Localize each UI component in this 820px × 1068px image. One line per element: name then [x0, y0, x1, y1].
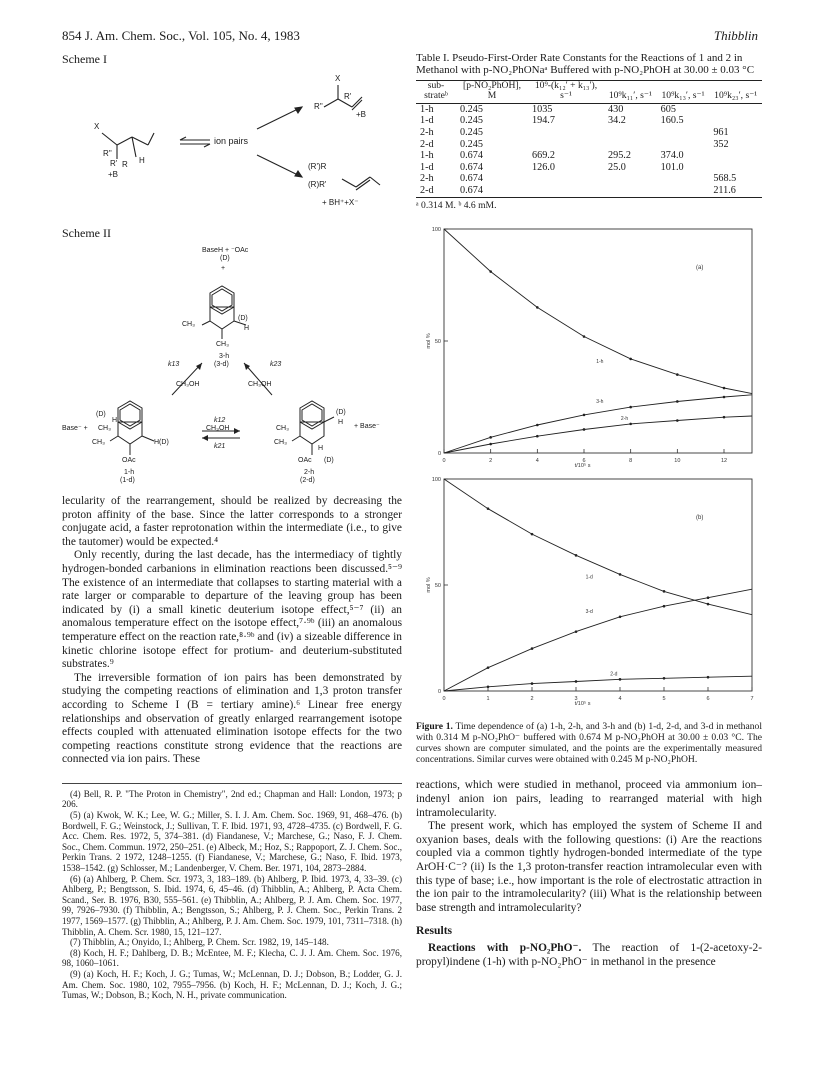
- table-cell: [528, 185, 604, 197]
- x-axis-label: t/10⁵ s: [574, 700, 591, 707]
- scheme-2-left-oac: OAc: [122, 457, 136, 464]
- scheme-2-top-reagent: BaseH + ⁻OAc: [202, 247, 249, 254]
- scheme-2-right-ch3b: CH₃: [274, 439, 287, 446]
- x-tick-label: 4: [618, 695, 622, 702]
- scheme-2-left-ch3b: CH₃: [92, 439, 105, 446]
- series-line-2-d: [444, 676, 752, 691]
- scheme-2-k13: k13: [168, 361, 180, 368]
- scheme-2-base-left: Base⁻ +: [62, 425, 88, 432]
- reference-item: (4) Bell, R. P. "The Proton in Chemistry", 2nd ed.; Chapman and Hall: London, 1973; p 206.: [62, 788, 402, 810]
- table-cell: [709, 150, 762, 162]
- scheme-2-left-d: (D): [96, 411, 106, 418]
- series-line-1-d: [444, 479, 752, 615]
- table-row: [416, 115, 762, 127]
- table-cell: 1-d: [420, 161, 434, 173]
- figure-1: [416, 223, 762, 715]
- table-row: [416, 162, 762, 174]
- x-tick-label: 8: [629, 457, 633, 464]
- series-line-3-d: [444, 589, 752, 691]
- data-point: [487, 507, 490, 510]
- scheme-2-plus: +: [221, 265, 226, 272]
- table-cell: 25.0: [608, 161, 626, 173]
- table-row: [416, 150, 762, 162]
- right-column: [416, 52, 762, 969]
- data-point: [619, 615, 622, 618]
- scheme-2-mid-id2: (3-d): [214, 361, 229, 368]
- scheme-2-right-oac: OAc: [298, 457, 312, 464]
- paragraph: The reaction of 1-(2-acetoxy-2-propyl)indene (1-h) with p-NO₂PhO⁻ in methanol in the presence: [416, 941, 762, 968]
- data-point: [575, 554, 578, 557]
- data-point: [663, 590, 666, 593]
- table-cell: 0.674: [460, 173, 483, 185]
- table-cell: 0.245: [460, 115, 483, 127]
- x-tick-label: 1: [486, 695, 490, 702]
- data-point: [676, 373, 679, 376]
- table-row: [416, 173, 762, 185]
- table-cell: 0.674: [456, 185, 528, 197]
- data-point: [536, 306, 539, 309]
- paragraph: reactions, which were studied in methanol, proceed via ammonium ion–indenyl anion ion pairs, leading to rearranged material with high intramolecularity.: [416, 779, 762, 819]
- y-axis-label: mol %: [426, 332, 432, 349]
- table-cell: [657, 185, 710, 197]
- table-cell: 160.5: [660, 115, 684, 127]
- reference-item: (8) Koch, H. F.; Dahlberg, D. B.; McEntee, M. F.; Klecha, C. J. J. Am. Chem. Soc. 1976, 98, 1060–1061.: [62, 947, 402, 969]
- running-header: 854 J. Am. Chem. Soc., Vol. 105, No. 4, 1983: [62, 28, 300, 43]
- scheme-1-left-r1: R'': [103, 149, 112, 158]
- data-point: [629, 405, 632, 408]
- x-tick-label: 2: [530, 695, 534, 702]
- table-cell: 374.0: [660, 150, 684, 162]
- data-point: [663, 677, 666, 680]
- table-cell: 2-h: [420, 173, 434, 185]
- table-cell: 126.0: [532, 161, 555, 173]
- data-point: [487, 666, 490, 669]
- scheme-1-left-r2: R': [110, 159, 118, 168]
- x-tick-label: 2: [489, 457, 493, 464]
- references: [62, 783, 402, 1001]
- scheme-1-left-x: X: [94, 122, 100, 131]
- scheme-2-base-right: + Base⁻: [354, 423, 380, 430]
- series-label: 3-h: [596, 398, 604, 405]
- y-tick-label: 50: [434, 582, 441, 589]
- left-body-text: [62, 495, 402, 767]
- scheme-1-diagram: [62, 71, 402, 226]
- data-point: [531, 532, 534, 535]
- table-cell: [709, 162, 762, 174]
- table-cell: 0.245: [460, 103, 483, 115]
- scheme-2-ch3oh-left: CH₃OH: [176, 381, 200, 388]
- table-cell: 352: [713, 138, 729, 150]
- y-tick-label: 0: [437, 450, 441, 457]
- data-point: [707, 596, 710, 599]
- scheme-2-diagram: [62, 245, 402, 495]
- table-cell: 1-h: [420, 103, 434, 115]
- table-cell: 211.6: [709, 185, 762, 197]
- table-cell: 34.2: [608, 115, 626, 127]
- scheme-1-top-r1: R'': [314, 102, 323, 111]
- table-cell: 605: [660, 103, 676, 115]
- table-cell: 295.2: [608, 150, 631, 162]
- data-point: [629, 357, 632, 360]
- table-cell: 1-h: [420, 150, 434, 162]
- left-column: [62, 52, 402, 1001]
- series-label: 2-d: [610, 670, 618, 677]
- data-point: [536, 423, 539, 426]
- scheme-2-right-id2: (2-d): [300, 477, 315, 484]
- table-cell: [528, 139, 604, 151]
- table-row: [416, 127, 762, 139]
- table-cell: 430: [608, 103, 624, 115]
- panel-label: (b): [696, 514, 704, 521]
- table-cell: [528, 173, 604, 185]
- series-label: 1-h: [596, 358, 604, 365]
- author-header: Thibblin: [713, 28, 758, 43]
- data-point: [619, 573, 622, 576]
- table-caption: Table I. Pseudo-First-Order Rate Constants for the Reactions of 1 and 2 in Methanol with p-NO₂PhONaᵃ Buffered with p-NO₂PhOH at 30.00 ± 0.03 °C: [416, 52, 755, 77]
- data-point: [707, 675, 710, 678]
- scheme-2-left-hd: H(D): [154, 439, 169, 446]
- table-cell: 101.0: [660, 161, 684, 173]
- scheme-2-right-h2: H: [318, 445, 324, 452]
- table-cell: 1-d: [420, 115, 434, 127]
- right-body-text: [416, 779, 762, 969]
- scheme-2-right-d: (D): [336, 409, 346, 416]
- scheme-2-k21: k21: [214, 443, 226, 450]
- data-point: [531, 647, 534, 650]
- data-point: [489, 442, 492, 445]
- data-point: [629, 422, 632, 425]
- scheme-2-top-d: (D): [220, 255, 230, 262]
- table-row: [416, 103, 762, 115]
- x-tick-label: 4: [535, 457, 539, 464]
- y-tick-label: 50: [434, 338, 441, 345]
- table-cell: [709, 115, 762, 127]
- scheme-2-ch3oh-right: CH₃OH: [248, 381, 272, 388]
- data-point: [723, 386, 726, 389]
- table-cell: 2-d: [416, 185, 456, 197]
- scheme-2-right-ch3a: CH₃: [276, 425, 289, 432]
- table-cell: 669.2: [532, 150, 555, 162]
- table-header: [p-NO₂PhOH], M: [456, 80, 528, 103]
- scheme-2-left-id1: 1-h: [124, 469, 135, 476]
- data-point: [575, 680, 578, 683]
- scheme-2-mid-d: (D): [238, 315, 248, 322]
- series-line-2-h: [444, 416, 752, 453]
- table-header: 10⁹-(k₁₂′ + k₁₃′), s⁻¹: [528, 80, 604, 103]
- table-cell: [657, 139, 710, 151]
- plot-frame: [444, 229, 752, 453]
- scheme-2-drawing: [62, 245, 402, 495]
- scheme-2-k12: k12: [214, 417, 226, 424]
- scheme-1-top-x: X: [335, 74, 341, 83]
- series-label: 1-d: [585, 573, 593, 580]
- data-point: [583, 335, 586, 338]
- series-label: 3-d: [585, 608, 593, 615]
- data-point: [575, 630, 578, 633]
- table-cell: [604, 173, 657, 185]
- scheme-2-mid-ch3: CH₃: [182, 321, 195, 328]
- data-point: [663, 604, 666, 607]
- figure-caption-text: Time dependence of (a) 1-h, 2-h, and 3-h and (b) 1-d, 2-d, and 3-d in methanol with 0.314 M p-NO₂PhO⁻ buffered with 0.674 M p-NO₂PhOH at 30.00 ± 0.03 °C. The curves shown are computer simulated, and the points are the experimentally measured concentrations. Similar curves were obtained with 0.245 M p-NO₂PhOH.: [416, 720, 762, 766]
- table-row: [416, 185, 762, 197]
- scheme-1-left-h: H: [139, 156, 145, 165]
- table-cell: [657, 173, 710, 185]
- reference-item: (5) (a) Kwok, W. K.; Lee, W. G.; Miller, S. I. J. Am. Chem. Soc. 1969, 91, 468–476. (b) Bordwell, F. G.; Weinstock, J.; Sullivan, T. F. Ibid. 1971, 93, 4728–4735. (c) Bordwell, F. G. Acc. Chem. Res. 1972, 5, 374–381. (d) Fiandanese, V.; Marchese, G.; Naso, F. J. Chem. Soc., Chem. Commun. 1972, 250–251. (e) Albeck, M.; Hoz, S.; Rappoport, Z. J. Chem. Soc., Perkin Trans. 2 1972, 1248–1255. (f) Fiandanese, V.; Marchese, G.; Naso, F. Ibid. 1973, 1538–1542. (g) Schlosser, M.; Landenberger, V. Chem. Ber. 1971, 104, 2873–2884.: [62, 810, 402, 874]
- data-point: [536, 434, 539, 437]
- data-point: [707, 602, 710, 605]
- data-point: [619, 678, 622, 681]
- data-point: [723, 395, 726, 398]
- scheme-1-ion-pairs: ion pairs: [214, 136, 249, 146]
- data-point: [531, 682, 534, 685]
- x-tick-label: 3: [574, 695, 578, 702]
- data-point: [676, 419, 679, 422]
- x-tick-label: 6: [706, 695, 710, 702]
- table-header: 10⁹k₂₃′, s⁻¹: [709, 80, 762, 103]
- table-cell: [528, 127, 604, 139]
- scheme-1-bot-r2: (R)R': [308, 180, 327, 189]
- plot-frame: [444, 479, 752, 691]
- series-label: 2-h: [620, 415, 629, 422]
- scheme-2-left-ch3a: CH₃: [98, 425, 111, 432]
- paragraph: lecularity of the rearrangement, should be realized by decreasing the proton affinity of the base. Since the latter corresponds to a stronger conjugate acid, a faster reprotonation within the intermediate (i.e., to give the tautomer) would be expected.⁴: [62, 495, 402, 548]
- data-point: [723, 415, 726, 418]
- table-header: 10⁹k₁₃′, s⁻¹: [657, 80, 710, 103]
- scheme-2-label: Scheme II: [62, 226, 111, 240]
- reference-item: (7) Thibblin, A.; Onyido, I.; Ahlberg, P. Chem. Scr. 1982, 19, 145–148.: [70, 937, 329, 948]
- scheme-2-right-id1: 2-h: [304, 469, 315, 476]
- data-point: [487, 685, 490, 688]
- scheme-2-mid-h: H: [244, 325, 250, 332]
- scheme-1-top-b: +B: [356, 110, 367, 119]
- table-cell: 2-h: [420, 127, 434, 138]
- table-cell: 0.674: [460, 161, 483, 173]
- scheme-2-mid-ch3b: CH₃: [216, 341, 229, 348]
- rate-constant-table: [416, 80, 762, 198]
- panel-label: (a): [696, 264, 704, 271]
- table-header: sub-strateᵇ: [416, 80, 456, 103]
- table-cell: 0.245: [460, 127, 483, 138]
- table-cell: 194.7: [532, 115, 555, 127]
- data-point: [676, 400, 679, 403]
- data-point: [489, 270, 492, 273]
- x-tick-label: 5: [662, 695, 666, 702]
- subsection-title: Reactions with p-NO₂PhO⁻.: [428, 941, 582, 954]
- scheme-1-bot-b: + BH⁺+X⁻: [322, 198, 359, 207]
- figure-caption: [416, 721, 762, 766]
- scheme-2-right-h: H: [338, 419, 344, 426]
- x-tick-label: 6: [582, 457, 586, 464]
- figure-1-plots: [416, 223, 762, 715]
- table-cell: [709, 103, 762, 115]
- table-cell: 568.5: [713, 173, 737, 185]
- table-cell: [657, 127, 710, 139]
- table-cell: 2-d: [420, 138, 434, 150]
- reference-item: (9) (a) Koch, H. F.; Koch, J. G.; Tumas, W.; McLennan, D. J.; Dobson, B.; Lodder, G. J. Am. Chem. Soc. 1980, 102, 7955–7956. (b) Koch, H. F.; McLennan, D. J.; Koch, J. G.; Tumas, W.; Dobson, B.; Koch, N. H., private communication.: [62, 968, 402, 1001]
- x-tick-label: 0: [442, 695, 446, 702]
- y-tick-label: 100: [431, 226, 441, 233]
- results-heading: Results: [416, 924, 453, 938]
- table-cell: 961: [713, 127, 729, 138]
- scheme-1-bot-r1: (R')R: [308, 162, 327, 171]
- scheme-1-label: Scheme I: [62, 52, 107, 66]
- figure-caption-label: Figure 1.: [416, 720, 453, 732]
- y-axis-label: mol %: [426, 576, 432, 593]
- series-line-1-h: [444, 229, 752, 394]
- scheme-1-left-r3: R: [122, 160, 128, 169]
- x-tick-label: 7: [750, 695, 754, 702]
- x-tick-label: 12: [720, 457, 728, 464]
- scheme-2-left-id2: (1-d): [120, 477, 135, 484]
- table-cell: 0.245: [460, 138, 483, 150]
- scheme-2-left-h: H: [112, 417, 118, 424]
- scheme-2-ch3oh-mid: CH₃OH: [206, 425, 230, 432]
- reference-item: (6) (a) Ahlberg, P. Chem. Scr. 1973, 3, 183–189. (b) Ahlberg, P. Ibid. 1973, 4, 33–39. (c) Ahlberg, P.; Bengtsson, S. Ibid. 1974, 6, 45–46. (d) Thibblin, A.; Ahlberg, P. Acta Chem. Scand., Ser. B. 1976, B30, 555–561. (e) Thibblin, A.; Ahlberg, P. J. Am. Chem. Soc. 1977, 99, 7926–7930. (f) Thibblin, A.; Bengtsson, S.; Ahlberg, P. J. Chem. Soc., Perkin Trans. 2 1977, 1569–1577. (g) Thibblin, A.; Ahlberg, P. J. Am. Chem. Soc. 1979, 101, 7311–7318. (h) Thibblin, A. Chem. Scr. 1980, 15, 121–127.: [62, 873, 402, 937]
- data-point: [583, 413, 586, 416]
- scheme-2-mid-id1: 3-h: [219, 353, 230, 360]
- table-cell: 1035: [532, 103, 553, 115]
- table-header: 10⁹k₁₁′, s⁻¹: [604, 80, 657, 103]
- table-cell: [604, 185, 657, 197]
- x-axis-label: t/10⁵ s: [574, 462, 591, 469]
- data-point: [489, 436, 492, 439]
- scheme-2-right-d2: (D): [324, 457, 334, 464]
- data-point: [583, 428, 586, 431]
- y-tick-label: 100: [431, 476, 441, 483]
- paragraph: The irreversible formation of ion pairs has been demonstrated by studying the competing reactions of elimination and 1,3 proton transfer according to Scheme I (B = tertiary amine).⁶ Linear free energy relationships and observation of greatly enlarged rearrangement isotope effects coupled with attenuated elimination isotope effects for the two competing reactions constitute strong evidence that the reactions are connected via ion pairs. These: [62, 671, 402, 766]
- scheme-2-k23: k23: [270, 361, 282, 368]
- x-tick-label: 0: [442, 457, 446, 464]
- scheme-1-left-b: +B: [108, 170, 119, 179]
- x-tick-label: 10: [674, 457, 681, 464]
- paragraph: Only recently, during the last decade, has the intermediacy of tightly hydrogen-bonded carbanions in elimination reactions been discussed.⁵⁻⁹ The existence of an intermediate that collapses to starting material with a rate larger or comparable to departure of the leaving group has been indicated by (i) a small kinetic deuterium isotope effect,⁵⁻⁷ (ii) an anomalous temperature effect on the isotope effect,⁷·⁹ᵇ (iii) an anomalous temperature effect on the reaction rate,⁸·⁹ᵇ and (iv) a sizeable difference in kinetic chlorine isotope effect for protium- and deuterium-substituted substrates.⁹: [62, 549, 402, 671]
- table-footnote: ᵃ 0.314 M. ᵇ 4.6 mM.: [416, 199, 497, 211]
- table-cell: [604, 127, 657, 139]
- table-cell: 0.674: [460, 150, 483, 162]
- scheme-1-top-r2: R': [344, 92, 352, 101]
- table-cell: [604, 139, 657, 151]
- paragraph: The present work, which has employed the system of Scheme II and oxyanion bases, deals with the following questions: (i) Are the reactions coupled via a common tightly hydrogen-bonded intermediate of the type ArOH·C⁻? (ii) Is the 1,3 proton-transfer reaction intramolecular even with this type of base; i.e., how important is the role of electrostatic attraction in the ion pair to the intramolecularity? (iii) What is the relationship between base strength and intramolecularity?: [416, 820, 762, 914]
- table-row: [416, 139, 762, 151]
- y-tick-label: 0: [437, 688, 441, 695]
